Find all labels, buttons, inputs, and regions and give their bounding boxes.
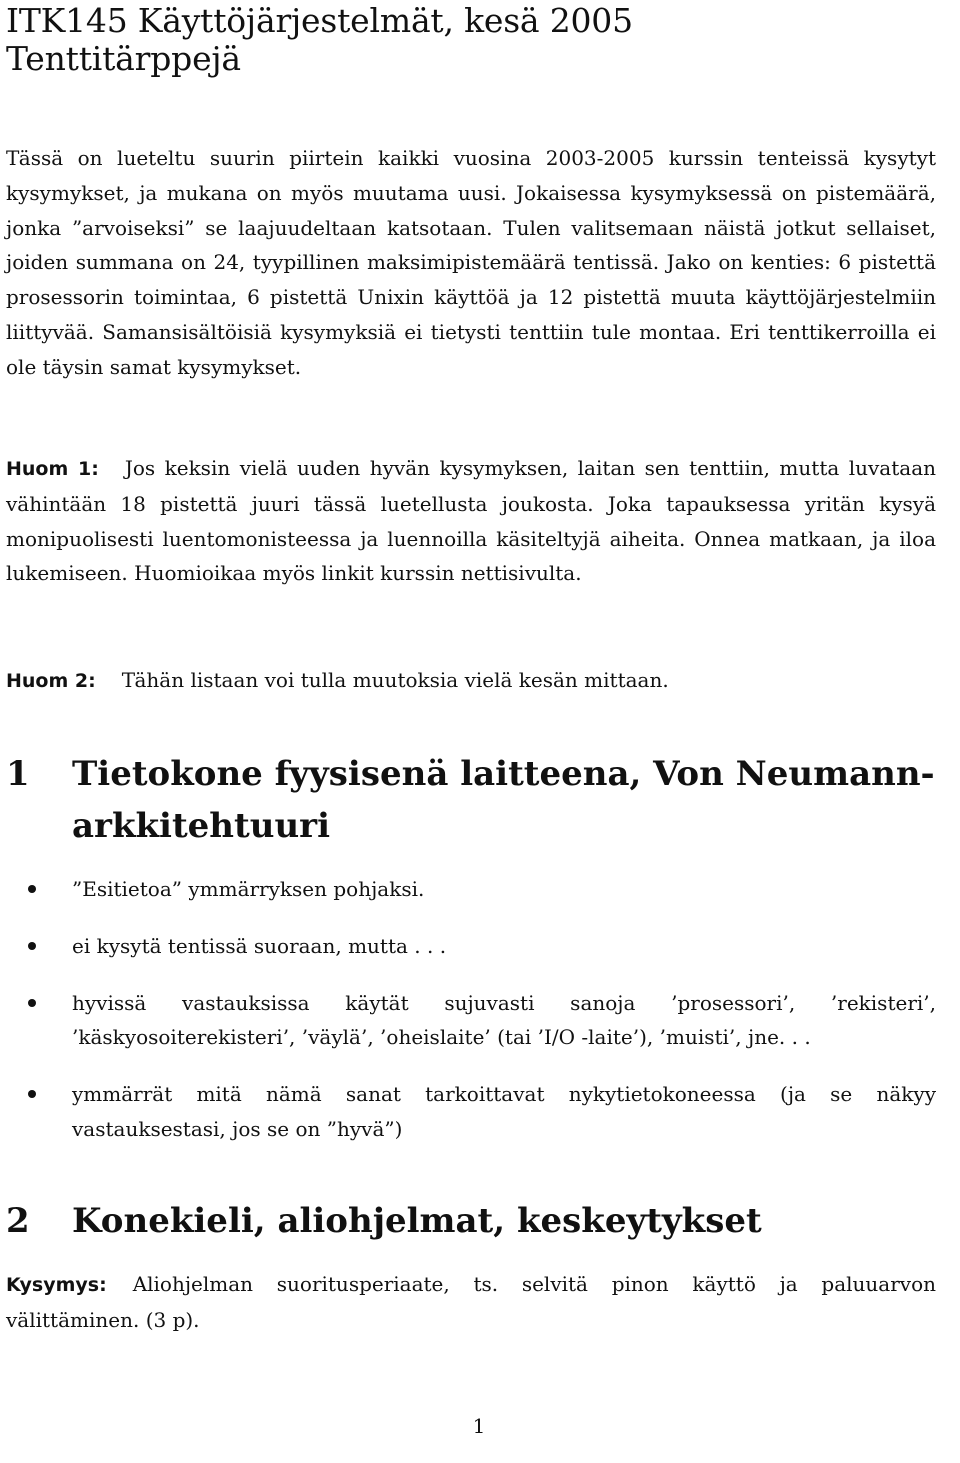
- note-1-text: Jos keksin vielä uuden hyvän kysymyksen, laitan sen tenttiin, mutta luvataan vähintään 18 pistettä juuri tässä luetellusta joukosta. Joka tapauksessa yritän kysyä monipuolisesti luentomonisteessa ja luennoilla käsiteltyjä aiheita. Onnea matkaan, ja iloa lukemiseen. Huomioikaa myös linkit kurssin nettisivulta.: [6, 456, 937, 586]
- section-1-title-line-2: arkkitehtuuri: [72, 806, 331, 846]
- list-item-text: ”Esitietoa” ymmärryksen pohjaksi.: [72, 877, 425, 901]
- section-1-bullet-list: [6, 872, 936, 1147]
- note-1-label: Huom 1:: [6, 458, 99, 480]
- page-number: 1: [472, 1414, 486, 1438]
- note-2-label: Huom 2:: [6, 670, 96, 692]
- list-item: [6, 1077, 936, 1147]
- intro-paragraph: Tässä on lueteltu suurin piirtein kaikki vuosina 2003-2005 kurssin tenteissä kysytyt kysymykset, ja mukana on myös muutama uusi. Jokaisessa kysymyksessä on pistemäärä, jonka ”arvoiseksi” se laajuudeltaan katsotaan. Tulen valitsemaan näistä jotkut sellaiset, joiden summana on 24, tyypillinen maksimipistemäärä tentissä. Jako on kenties: 6 pistettä prosessorin toimintaa, 6 pistettä Unixin käyttöä ja 12 pistettä muuta käyttöjärjestelmiin liittyvää. Samansisältöisiä kysymyksiä ei tietysti tenttiin tule montaa. Eri tenttikerroilla ei ole täysin samat kysymykset.: [6, 146, 936, 379]
- list-item: [6, 929, 936, 964]
- section-2-number: 2: [6, 1201, 30, 1241]
- note-2-text: Tähän listaan voi tulla muutoksia vielä kesän mittaan.: [121, 668, 669, 692]
- list-item: [6, 872, 936, 907]
- note-1: [6, 451, 936, 591]
- note-2: [6, 663, 936, 699]
- list-item-text: ymmärrät mitä nämä sanat tarkoittavat nykytietokoneessa (ja se näkyy vastauksestasi, jos se on ”hyvä”): [72, 1082, 936, 1141]
- list-item: [6, 986, 936, 1056]
- section-2-question: [6, 1267, 936, 1338]
- question-text: Aliohjelman suoritusperiaate, ts. selvitä pinon käyttö ja paluuarvon välittäminen. (3 p).: [6, 1272, 936, 1332]
- list-item-text: hyvissä vastauksissa käytät sujuvasti sanoja ’prosessori’, ’rekisteri’, ’käskyosoiterekisteri’, ’väylä’, ’oheislaite’ (tai ’I/O -laite’), ’muisti’, jne. . .: [72, 990, 936, 1050]
- bullet-icon: [28, 1090, 36, 1098]
- section-2-title: Konekieli, aliohjelmat, keskeytykset: [72, 1201, 762, 1241]
- list-item-text: ei kysytä tentissä suoraan, mutta . . .: [72, 933, 447, 958]
- title-line-2: Tenttitärppejä: [6, 39, 241, 78]
- section-1-title-line-1: Tietokone fyysisenä laitteena, Von Neumann-: [72, 754, 935, 794]
- bullet-icon: [28, 999, 36, 1007]
- bullet-icon: [28, 885, 36, 893]
- bullet-icon: [28, 942, 36, 950]
- document-title: [6, 2, 633, 78]
- title-line-1: ITK145 Käyttöjärjestelmät, kesä 2005: [6, 1, 633, 40]
- section-2-heading: [6, 1195, 952, 1247]
- section-1-heading: [6, 748, 952, 852]
- question-label: Kysymys:: [6, 1274, 107, 1296]
- section-1-number: 1: [6, 754, 30, 794]
